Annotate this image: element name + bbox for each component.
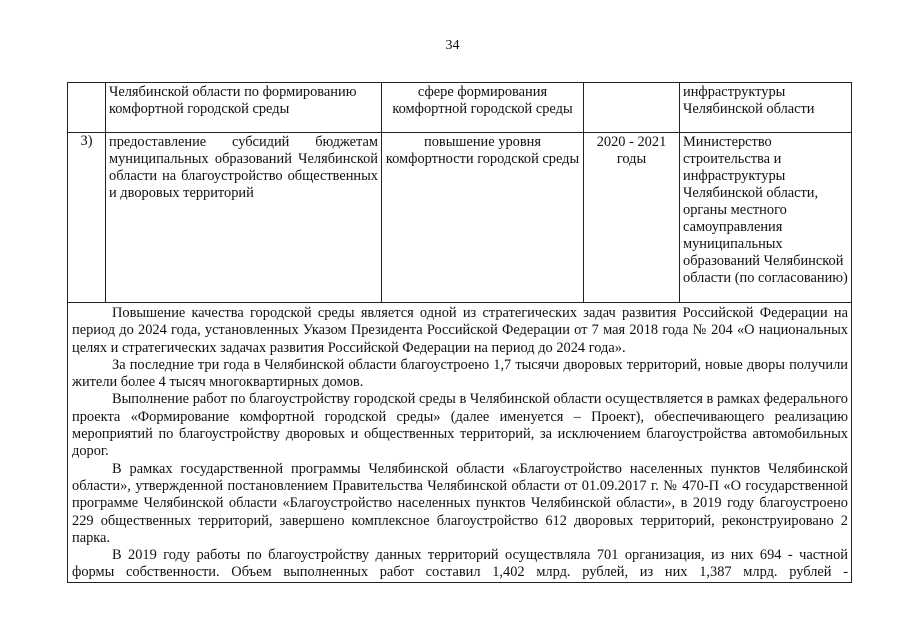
cell-result: сфере формирования комфортной городской среды [382,83,584,133]
body-paragraph: За последние три года в Челябинской области благоустроено 1,7 тысячи дворовых территорий, новые дворы получили жители более 4 тысяч многоквартирных домов. [72,356,848,391]
table-row-body [68,303,852,583]
table-row-3 [68,133,852,303]
cell-result: повышение уровня комфортности городской среды [382,133,584,303]
table-row-continuation [68,83,852,133]
cell-executor: Министерство строительства и инфраструктуры Челябинской области, органы местного самоуправления муниципальных образований Челябинской области (по согласованию) [680,133,852,303]
page-number: 34 [445,38,460,53]
body-text-cell [68,303,852,583]
cell-period [584,83,680,133]
body-paragraph: Выполнение работ по благоустройству городской среды в Челябинской области осуществляется в рамках федерального проекта «Формирование комфортной городской среды» (далее именуется – Проект), обеспечивающего реализацию мероприятий по благоустройству дворовых и общественных территорий, за исключением благоустройства автомобильных дорог. [72,391,848,460]
cell-executor: инфраструктуры Челябинской области [680,83,852,133]
body-paragraph: В рамках государственной программы Челябинской области «Благоустройство населенных пунктов Челябинской области», утвержденной постановлением Правительства Челябинской области от 01.09.2017 г. № 470-П «О государственной программе Челябинской области «Благоустройство населенных пунктов Челябинской области», в 2019 году благоустроено 229 общественных территорий, завершено комплексное благоустройство 612 дворовых территорий, реконструировано 2 парка. [72,460,848,546]
cell-activity: предоставление субсидий бюджетам муниципальных образований Челябинской области на благоустройство общественных и дворовых территорий [106,133,382,303]
measures-table [67,82,852,583]
cell-number: 3) [68,133,106,303]
cell-number [68,83,106,133]
cell-activity: Челябинской области по формированию комфортной городской среды [106,83,382,133]
body-paragraph: Повышение качества городской среды является одной из стратегических задач развития Российской Федерации на период до 2024 года, установленных Указом Президента Российской Федерации от 7 мая 2018 года № 204 «О национальных целях и стратегических задачах развития Российской Федерации на период до 2024 года». [72,305,848,356]
body-paragraph: В 2019 году работы по благоустройству данных территорий осуществляла 701 организация, из них 694 - частной формы собственности. Объем выполненных работ составил 1,402 млрд. рублей, из них 1,387 млрд. рублей - [72,547,848,581]
cell-period: 2020 - 2021 годы [584,133,680,303]
